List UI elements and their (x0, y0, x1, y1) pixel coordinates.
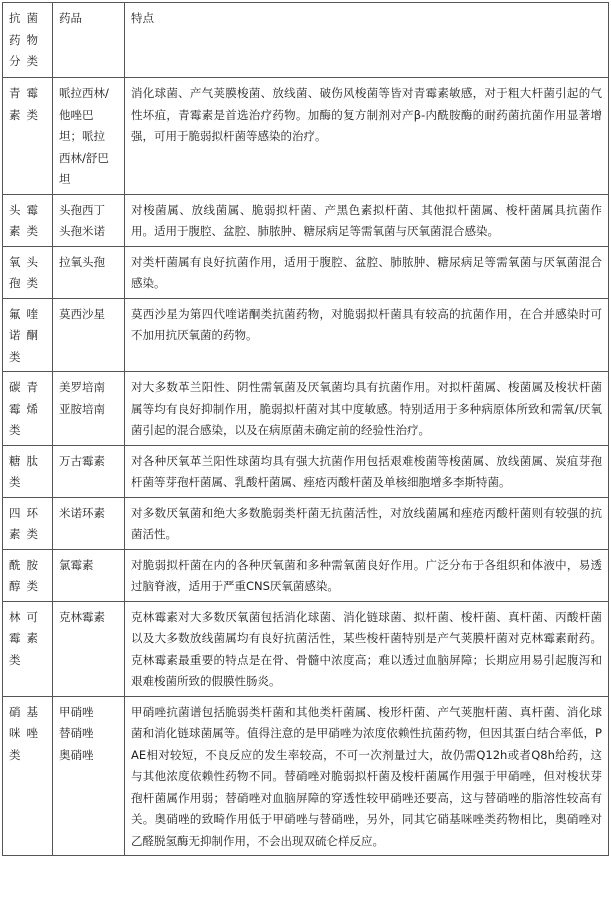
table-row (3, 372, 609, 446)
feature-cell: 对梭菌属、放线菌属、脆弱拟杆菌、产黑色素拟杆菌、其他拟杆菌属、梭杆菌属具抗菌作用。适用于腹腔、盆腔、肺脓肿、糖尿病足等需氧菌与厌氧菌混合感染。 (125, 194, 609, 246)
drug-cell (53, 372, 125, 446)
drug-name: 米诺环素 (59, 505, 105, 520)
drug-cell (53, 696, 125, 856)
drug-cell (53, 549, 125, 601)
feature-cell: 莫西沙星为第四代喹诺酮类抗菌药物，对脆弱拟杆菌具有较高的抗菌作用，在合并感染时可不加用抗厌氧菌的药物。 (125, 298, 609, 372)
drug-cell (53, 497, 125, 549)
table-row (3, 601, 609, 696)
category-cell: 青霉素类 (3, 78, 53, 195)
drug-name: 头孢米诺 (59, 224, 105, 238)
drug-cell (53, 298, 125, 372)
drug-cell (53, 246, 125, 298)
table-row (3, 194, 609, 246)
drug-name: 哌拉西林/他唑巴坦；哌拉西林/舒巴坦 (59, 86, 109, 186)
drug-name: 克林霉素 (59, 609, 105, 624)
table-row (3, 78, 609, 195)
drug-name: 美罗培南 (59, 380, 105, 394)
drug-cell (53, 194, 125, 246)
drug-name: 氯霉素 (59, 557, 94, 572)
drug-cell (53, 445, 125, 497)
feature-cell: 对脆弱拟杆菌在内的各种厌氧菌和多种需氧菌良好作用。广泛分布于各组织和体液中，易透过脑脊液，适用于严重CNS厌氧菌感染。 (125, 549, 609, 601)
feature-cell: 消化球菌、产气荚膜梭菌、放线菌、破伤风梭菌等皆对青霉素敏感，对于粗大杆菌引起的气性坏疽，青霉素是首选治疗药物。加酶的复方制剂对产β-内酰胺酶的耐药菌抗菌作用显著增强，可用于脆弱拟杆菌等感染的治疗。 (125, 78, 609, 195)
table-row (3, 497, 609, 549)
category-cell: 四环素类 (3, 497, 53, 549)
drug-name: 万古霉素 (59, 453, 105, 468)
table-header-row (3, 3, 609, 78)
feature-cell: 对类杆菌属有良好抗菌作用，适用于腹腔、盆腔、肺脓肿、糖尿病足等需氧菌与厌氧菌混合感染。 (125, 246, 609, 298)
table-row (3, 549, 609, 601)
drug-name: 替硝唑 (59, 726, 94, 740)
header-feature: 特点 (125, 3, 609, 78)
header-drug: 药品 (53, 3, 125, 78)
drug-name: 甲硝唑 (59, 704, 94, 719)
category-cell: 氟喹诺酮类 (3, 298, 53, 372)
category-cell: 酰胺醇类 (3, 549, 53, 601)
header-category: 抗菌药物分类 (3, 3, 53, 78)
drug-cell (53, 601, 125, 696)
table-row (3, 298, 609, 372)
drug-name: 头孢西丁 (59, 202, 105, 217)
category-cell: 硝基咪唑类 (3, 696, 53, 856)
category-cell: 林可霉素类 (3, 601, 53, 696)
feature-cell: 对多数厌氧菌和绝大多数脆弱类杆菌无抗菌活性，对放线菌属和痤疮丙酸杆菌则有较强的抗菌活性。 (125, 497, 609, 549)
table-row (3, 246, 609, 298)
table-row (3, 696, 609, 856)
table-row (3, 445, 609, 497)
feature-cell: 对大多数革兰阳性、阴性需氧菌及厌氧菌均具有抗菌作用。对拟杆菌属、梭菌属及梭状杆菌属等均有良好抑制作用，脆弱拟杆菌对其中度敏感。特别适用于多种病原体所致和需氧/厌氧菌引起的混合感染，以及在病原菌未确定前的经验性治疗。 (125, 372, 609, 446)
feature-cell: 甲硝唑抗菌谱包括脆弱类杆菌和其他类杆菌属、梭形杆菌、产气荚胞杆菌、真杆菌、消化球菌和消化链球菌属等。值得注意的是甲硝唑为浓度依赖性抗菌药物，但因其蛋白结合率低，PAE相对较短，不良反应的发生率较高，不可一次剂量过大，故仍需Q12h或者Q8h给药，这与其他浓度依赖性药物不同。替硝唑对脆弱拟杆菌及梭杆菌属作用强于甲硝唑，但对梭状芽孢杆菌属作用弱；替硝唑对血脑屏障的穿透性较甲硝唑还要高，这与替硝唑的脂溶性较高有关。奥硝唑的致畸作用低于甲硝唑与替硝唑，另外，同其它硝基咪唑类药物相比，奥硝唑对乙醛脱氢酶无抑制作用，不会出现双硫仑样反应。 (125, 696, 609, 856)
drug-name: 亚胺培南 (59, 401, 105, 416)
drug-cell (53, 78, 125, 195)
category-cell: 头霉素类 (3, 194, 53, 246)
category-cell: 糖肽类 (3, 445, 53, 497)
drug-name: 莫西沙星 (59, 306, 105, 321)
feature-cell: 对各种厌氧革兰阳性球菌均具有强大抗菌作用包括艰难梭菌等梭菌属、放线菌属、炭疽芽孢杆菌等芽孢杆菌属、乳酸杆菌属、痤疮丙酸杆菌及单核细胞增多李斯特菌。 (125, 445, 609, 497)
drug-name: 拉氧头孢 (59, 254, 105, 269)
category-cell: 氧头孢类 (3, 246, 53, 298)
category-cell: 碳青霉烯类 (3, 372, 53, 446)
drug-name: 奥硝唑 (59, 747, 94, 762)
feature-cell: 克林霉素对大多数厌氧菌包括消化球菌、消化链球菌、拟杆菌、梭杆菌、真杆菌、丙酸杆菌以及大多数放线菌属均有良好抗菌活性，某些梭杆菌特别是产气荚膜杆菌对克林霉素耐药。克林霉素最重要的特点是在骨、骨髓中浓度高；难以透过血脑屏障；长期应用易引起腹泻和艰难梭菌所致的假膜性肠炎。 (125, 601, 609, 696)
antibacterial-table (2, 2, 609, 856)
